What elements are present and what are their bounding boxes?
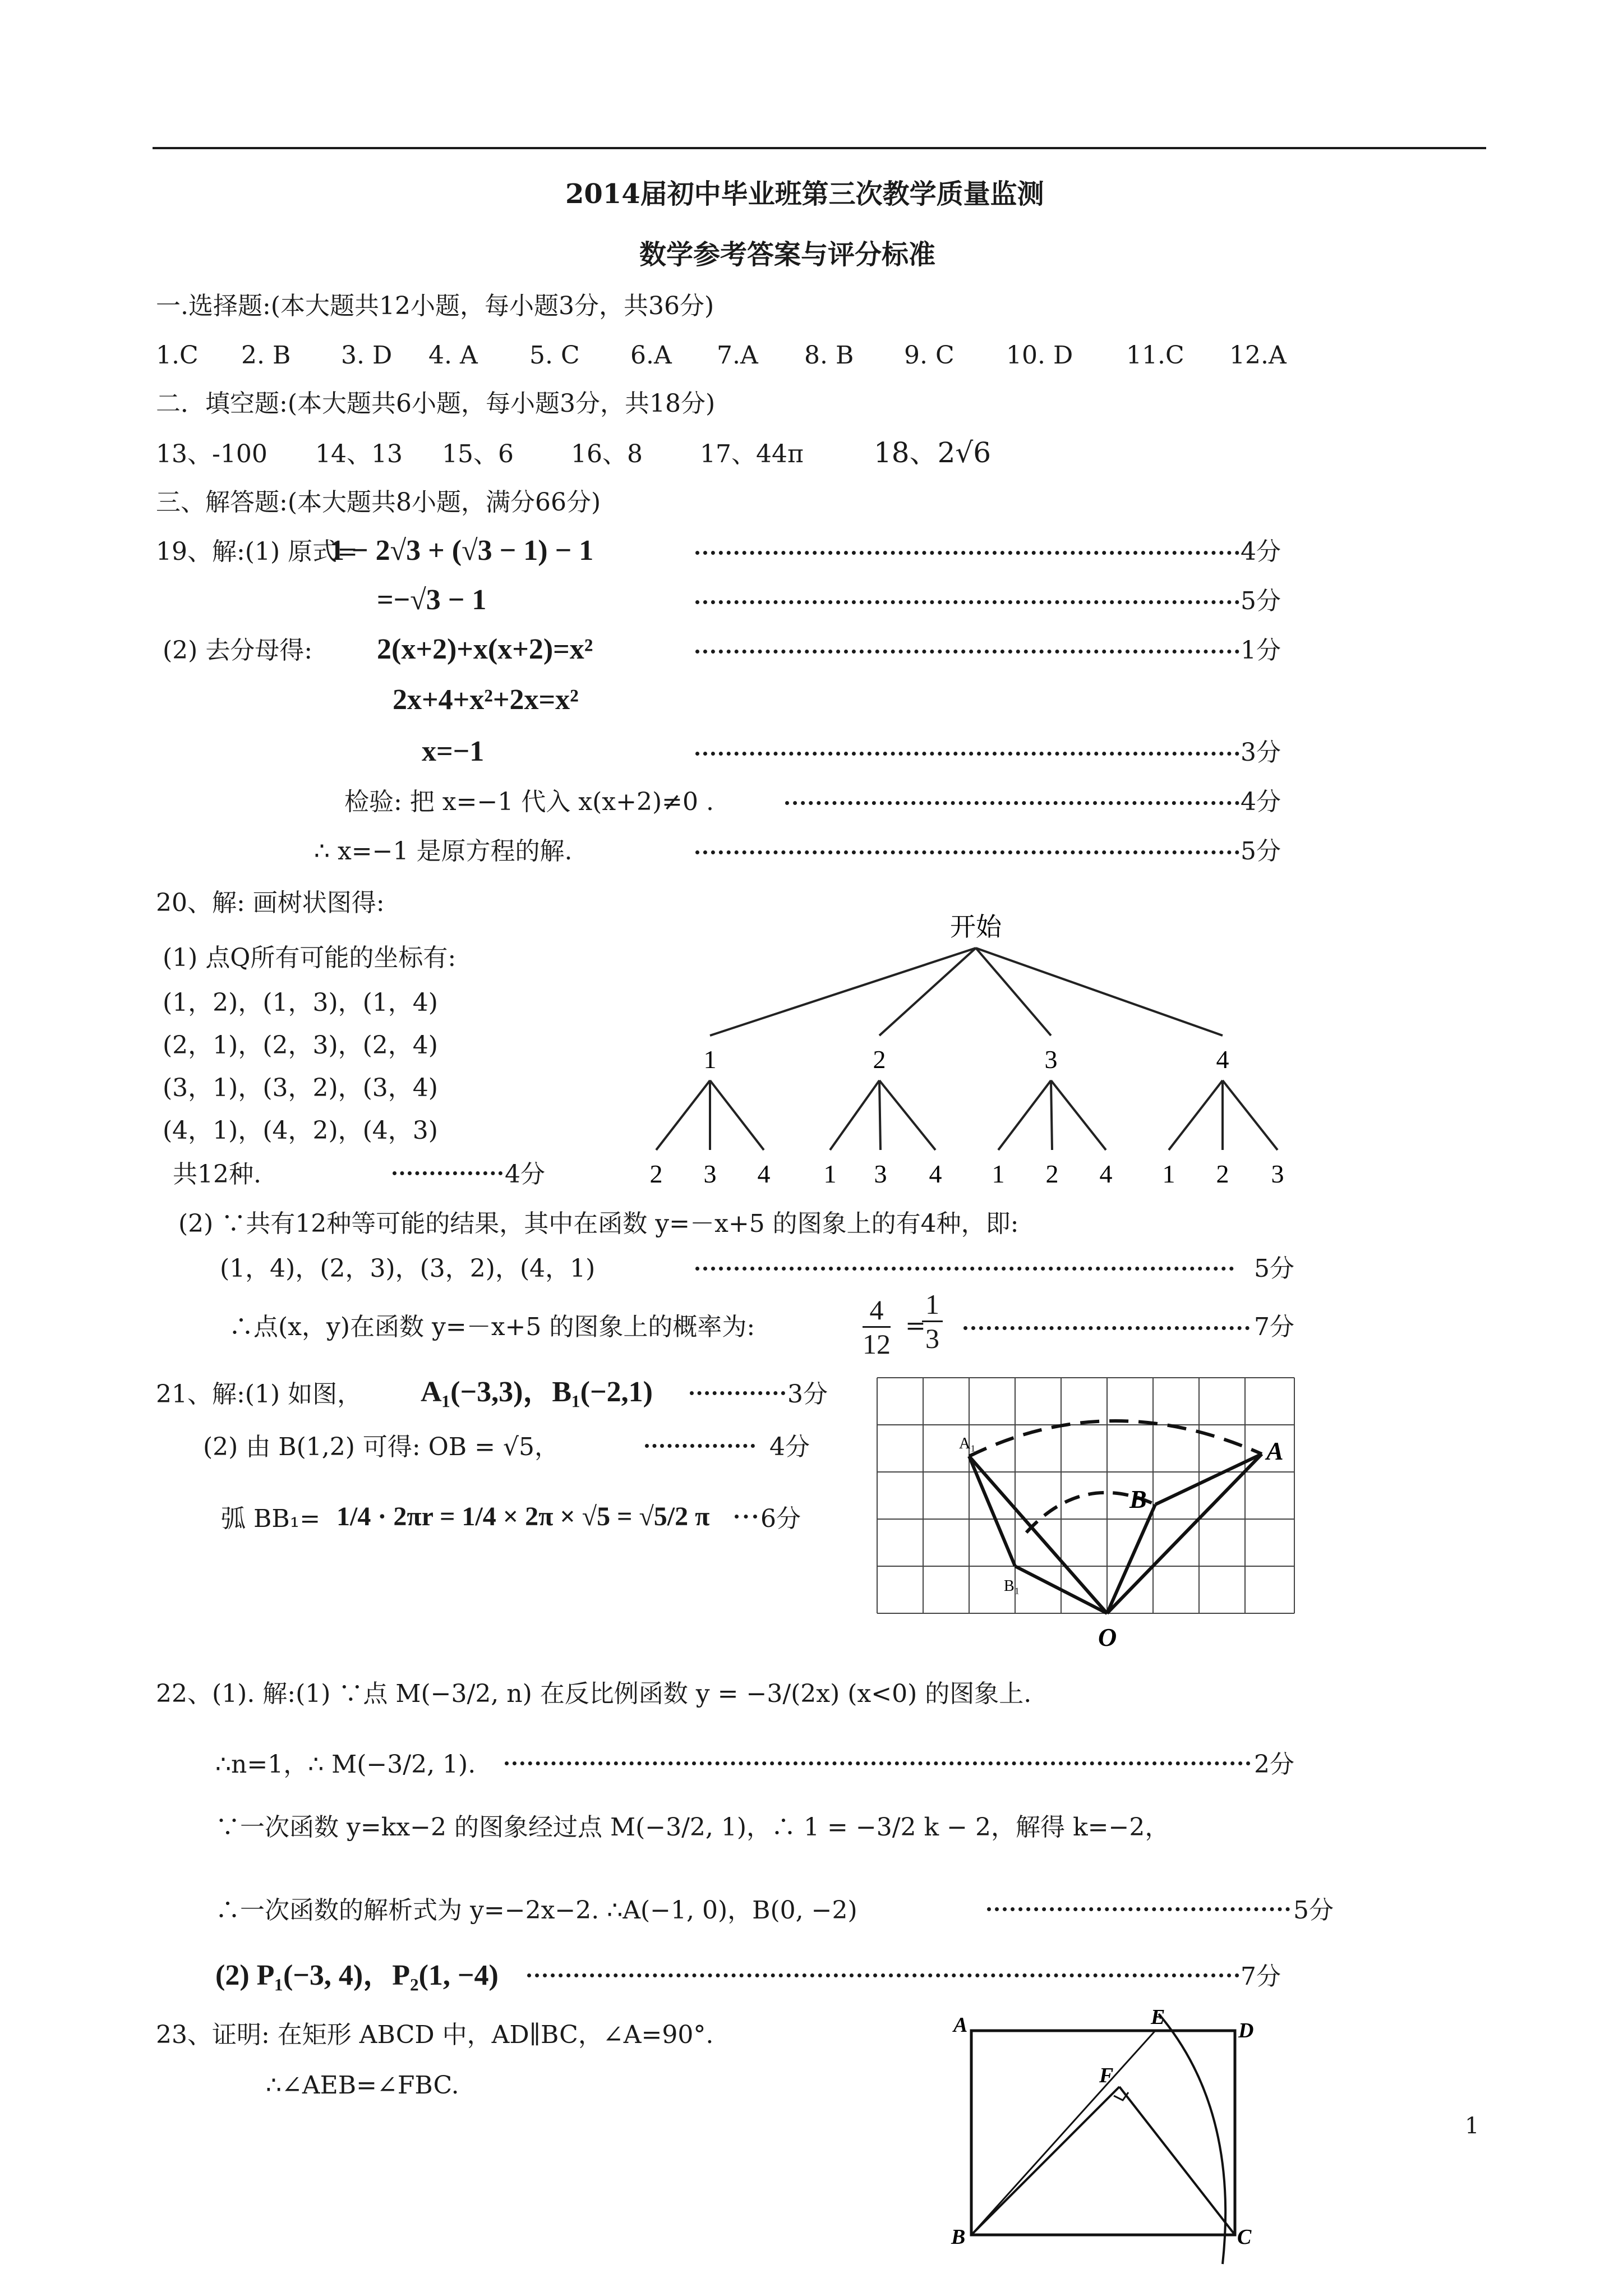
fill-17: 17、44π — [700, 440, 804, 468]
q22-score-3: 7分 — [1241, 1962, 1281, 1991]
q19-score-2: 5分 — [1241, 587, 1281, 615]
tree-l1-1: 1 — [703, 1045, 717, 1074]
page-title: 2014届初中毕业班第三次教学质量监测 — [565, 178, 1044, 210]
q20-score-1: 4分 — [505, 1160, 545, 1189]
q22-line1: 22、(1). 解:(1) ∵点 M(−3/2, n) 在反比例函数 y = −3/(2x) (x<0) 的图象上. — [156, 1680, 1032, 1708]
q20-row-2: (2，1)，(2，3)，(2，4) — [163, 1031, 438, 1060]
q23-line1: 23、证明: 在矩形 ABCD 中，AD∥BC，∠A=90°. — [156, 2021, 714, 2049]
q20-label: 20、解: 画树状图得: — [156, 889, 385, 917]
tree-l2-1-3: 4 — [757, 1159, 771, 1188]
q21-dots-1 — [690, 1391, 785, 1395]
answer-10: 10. D — [1006, 341, 1073, 370]
fill-13: 13、-100 — [156, 440, 268, 468]
q19-check: 检验: 把 x=−1 代入 x(x+2)≠0 . — [344, 788, 714, 816]
q20-dots-2 — [695, 1267, 1234, 1271]
fraction-1-numerator: 4 — [863, 1294, 891, 1328]
answer-4: 4. A — [428, 341, 478, 370]
q20-dots-3 — [963, 1326, 1249, 1330]
q19-dots-5 — [695, 752, 1239, 756]
fill-14: 14、13 — [315, 440, 403, 468]
tree-l2-2-1: 1 — [823, 1159, 837, 1188]
label-A1: A₁ — [959, 1435, 976, 1452]
tree-l2-3-3: 4 — [1099, 1159, 1113, 1188]
label-B1: B₁ — [1004, 1577, 1020, 1595]
q23-line2: ∴∠AEB=∠FBC. — [266, 2071, 459, 2100]
section2-heading: 二．填空题:(本大题共6小题，每小题3分，共18分) — [156, 389, 716, 418]
answer-8: 8. B — [804, 341, 854, 370]
q20-row-4: (4，1)，(4，2)，(4，3) — [163, 1116, 438, 1145]
q19-label: 19、解:(1) 原式= — [156, 537, 358, 566]
section3-heading: 三、解答题:(本大题共8小题，满分66分) — [156, 488, 601, 517]
tree-l2-2-3: 4 — [929, 1159, 942, 1188]
tree-l2-4-2: 2 — [1216, 1159, 1229, 1188]
q19-expr-3: 2(x+2)+x(x+2)=x² — [377, 633, 593, 665]
label-A: A — [1266, 1437, 1284, 1465]
fraction-2-denominator: 3 — [925, 1323, 939, 1354]
label-D: D — [1238, 2019, 1254, 2042]
fraction-1-denominator: 12 — [863, 1328, 891, 1360]
q20-fraction-2 — [922, 1288, 943, 1355]
page-subtitle: 数学参考答案与评分标准 — [639, 239, 936, 270]
label-B-rect: B — [951, 2225, 966, 2249]
q19-expr-1: 1 − 2√3 + (√3 − 1) − 1 — [330, 535, 594, 567]
rectangle-figure — [948, 2008, 1262, 2266]
tree-l2-3-1: 1 — [992, 1159, 1005, 1188]
header-rule — [153, 147, 1486, 149]
fill-18: 18、2√6 — [874, 436, 992, 469]
tree-l2-4-1: 1 — [1162, 1159, 1175, 1188]
q22-dots-1 — [505, 1761, 1251, 1765]
q19-score-3: 1分 — [1241, 636, 1281, 665]
label-A-rect: A — [953, 2013, 968, 2037]
q19-score-1: 4分 — [1241, 537, 1281, 566]
q20-dots-1 — [393, 1171, 502, 1175]
q20-row-3: (3，1)，(3，2)，(3，4) — [163, 1074, 438, 1102]
q21-dots-2 — [645, 1444, 755, 1448]
q21-dots-3 — [735, 1515, 757, 1519]
page-number: 1 — [1465, 2113, 1479, 2139]
tree-root: 开始 — [950, 913, 1002, 941]
q20-part2-line3: ∴点(x，y)在函数 y=－x+5 的图象上的概率为: — [229, 1313, 755, 1341]
q19-score-6: 4分 — [1241, 788, 1281, 816]
q22-dots-3 — [527, 1973, 1239, 1977]
q21-score-1: 3分 — [787, 1380, 828, 1409]
q19-expr-5: x=−1 — [422, 735, 485, 767]
tree-diagram — [639, 903, 1312, 1206]
q21-arc-prefix: 弧 BB₁= — [221, 1504, 321, 1533]
label-O: O — [1098, 1623, 1117, 1651]
answer-7: 7.A — [717, 341, 758, 370]
tree-l2-2-2: 3 — [874, 1159, 887, 1188]
q19-dots-3 — [695, 650, 1239, 654]
q21-score-2: 4分 — [769, 1433, 810, 1461]
fill-15: 15、6 — [442, 440, 514, 468]
q21-part2: (2) 由 B(1,2) 可得: OB = √5， — [203, 1433, 560, 1461]
q22-line4: ∴一次函数的解析式为 y=−2x−2. ∴A(−1, 0)，B(0, −2) — [215, 1896, 857, 1925]
q22-score-2: 5分 — [1293, 1896, 1334, 1925]
q22-score-1: 2分 — [1254, 1750, 1294, 1779]
answer-3: 3. D — [341, 341, 393, 370]
answer-11: 11.C — [1126, 341, 1184, 370]
answer-2: 2. B — [241, 341, 291, 370]
q22-line2: ∴n=1，∴ M(−3/2, 1). — [215, 1750, 476, 1779]
section1-heading: 一.选择题:(本大题共12小题，每小题3分，共36分) — [156, 292, 714, 320]
q19-score-5: 3分 — [1241, 738, 1281, 767]
tree-l2-1-1: 2 — [649, 1159, 663, 1188]
q19-dots-7 — [695, 850, 1239, 854]
tree-l2-4-3: 3 — [1271, 1159, 1284, 1188]
answer-6: 6.A — [630, 341, 672, 370]
q21-label: 21、解:(1) 如图， — [156, 1380, 362, 1409]
answer-9: 9. C — [904, 341, 955, 370]
q20-part2-line1: (2) ∵共有12种等可能的结果，其中在函数 y=－x+5 的图象上的有4种，即: — [178, 1209, 1019, 1238]
q20-part1: (1) 点Q所有可能的坐标有: — [163, 944, 457, 972]
answer-12: 12.A — [1229, 341, 1287, 370]
tree-l1-4: 4 — [1216, 1045, 1229, 1074]
q20-fraction-1 — [863, 1294, 891, 1360]
q20-row-1: (1，2)，(1，3)，(1，4) — [163, 988, 438, 1017]
answer-5: 5. C — [529, 341, 580, 370]
q20-score-2: 5分 — [1254, 1254, 1294, 1283]
q21-expr-1: A₁(−3,3)，B₁(−2,1) — [421, 1376, 653, 1408]
q22-line5: (2) P₁(−3, 4)，P₂(1, −4) — [215, 1959, 499, 1991]
q20-part2-line2: (1，4)，(2，3)，(3，2)，(4，1) — [220, 1254, 596, 1283]
q19-dots-2 — [695, 600, 1239, 604]
tree-l1-2: 2 — [873, 1045, 886, 1074]
q21-arc-expr: 1/4 · 2πr = 1/4 × 2π × √5 = √5/2 π — [336, 1502, 710, 1531]
q19-dots-1 — [695, 551, 1239, 555]
tree-l1-3: 3 — [1044, 1045, 1058, 1074]
q20-equals: = — [905, 1312, 926, 1340]
q21-score-3: 6分 — [760, 1504, 801, 1533]
fill-16: 16、8 — [571, 440, 643, 468]
q19-conclusion: ∴ x=−1 是原方程的解. — [314, 837, 573, 866]
q20-total: 共12种. — [173, 1160, 261, 1189]
q19-dots-6 — [785, 801, 1239, 805]
tree-l2-3-2: 2 — [1045, 1159, 1059, 1188]
answer-1: 1.C — [156, 341, 199, 370]
q20-score-3: 7分 — [1254, 1313, 1294, 1341]
q22-line3: ∵一次函数 y=kx−2 的图象经过点 M(−3/2, 1)，∴ 1 = −3/2 k − 2，解得 k=−2， — [215, 1813, 1170, 1842]
tree-l2-1-2: 3 — [703, 1159, 717, 1188]
label-F: F — [1099, 2064, 1114, 2087]
q19-expr-4: 2x+4+x²+2x=x² — [393, 684, 579, 716]
grid-figure — [875, 1375, 1301, 1656]
fraction-2-numerator: 1 — [922, 1288, 943, 1322]
label-E: E — [1151, 2008, 1165, 2029]
label-C: C — [1237, 2225, 1252, 2249]
q19-expr-2: =−√3 − 1 — [377, 584, 487, 616]
q22-dots-2 — [987, 1907, 1290, 1911]
label-B: B — [1129, 1485, 1147, 1513]
q19-score-7: 5分 — [1241, 837, 1281, 866]
q19-part2-label: (2) 去分母得: — [163, 636, 313, 665]
